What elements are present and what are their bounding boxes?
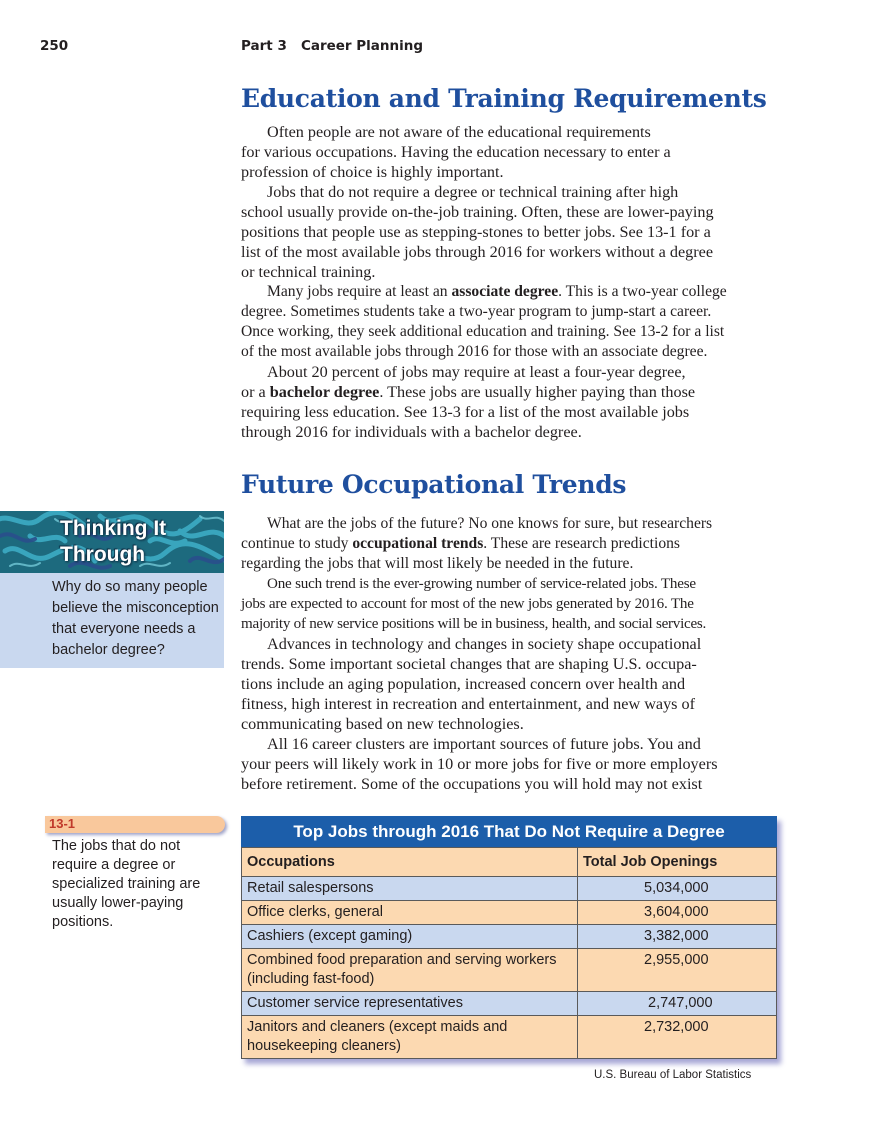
column-header-occupations: Occupations <box>242 848 578 877</box>
table-row <box>242 925 777 949</box>
thinking-title-line-2: Through <box>60 543 146 566</box>
cell-occupation: Cashiers (except gaming) <box>242 925 578 949</box>
cell-openings: 2,747,000 <box>578 992 777 1016</box>
text-line: requiring less education. See 13-3 for a list of the most available jobs <box>241 403 690 421</box>
text-line: school usually provide on-the-job training. Often, these are lower-paying <box>241 203 714 221</box>
cell-openings: 2,955,000 <box>578 949 777 992</box>
table-source: U.S. Bureau of Labor Statistics <box>594 1069 752 1081</box>
text-line: What are the jobs of the future? No one knows for sure, but researchers <box>267 515 713 532</box>
text-line: fitness, high interest in recreation and entertainment, and new ways of <box>241 695 696 713</box>
text-line: tions include an aging population, increased concern over health and <box>241 675 686 693</box>
jobs-table <box>241 847 777 1059</box>
text-line: All 16 career clusters are important sources of future jobs. You and <box>267 735 701 753</box>
table-title: Top Jobs through 2016 That Do Not Require a Degree <box>241 816 777 847</box>
text-line: One such trend is the ever-growing number of service-related jobs. These <box>267 576 696 592</box>
text-fragment: . These jobs are usually higher paying than those <box>379 383 696 401</box>
text-line: or technical training. <box>241 263 376 281</box>
text-line: communicating based on new technologies. <box>241 715 524 733</box>
text-line: Once working, they seek additional education and training. See 13-2 for a list <box>241 323 725 340</box>
section-trends-body <box>241 514 781 794</box>
text-line: Often people are not aware of the educational requirements <box>267 123 651 141</box>
cell-occupation: Retail salespersons <box>242 877 578 901</box>
figure-label: 13-1 <box>49 816 76 831</box>
text-line <box>241 534 781 554</box>
table-row <box>242 1016 777 1059</box>
text-fragment: Many jobs require at least an <box>267 283 452 300</box>
text-line: through 2016 for individuals with a bachelor degree. <box>241 423 582 441</box>
cell-occupation: Office clerks, general <box>242 901 578 925</box>
thinking-it-through-box <box>0 511 224 668</box>
cell-openings: 5,034,000 <box>578 877 777 901</box>
table-header-row <box>242 848 777 877</box>
section-heading-education: Education and Training Requirements <box>241 84 767 113</box>
text-line: majority of new service positions will be in business, health, and social services. <box>241 616 707 632</box>
text-line: positions that people use as stepping-stones to better jobs. See 13-1 for a <box>241 223 711 241</box>
text-line: profession of choice is highly important. <box>241 163 504 181</box>
text-line: of the most available jobs through 2016 for those with an associate degree. <box>241 343 708 360</box>
text-line: list of the most available jobs through 2016 for workers without a degree <box>241 243 714 261</box>
text-line: About 20 percent of jobs may require at least a four-year degree, <box>267 363 686 381</box>
term-bachelor-degree: bachelor degree <box>269 383 380 401</box>
cell-occupation: Customer service representatives <box>242 992 578 1016</box>
text-line: trends. Some important societal changes that are shaping U.S. occupa- <box>241 655 697 673</box>
running-header: Part 3 Career Planning <box>241 38 424 54</box>
figure-label-tab <box>45 816 225 833</box>
text-line: regarding the jobs that will most likely be needed in the future. <box>241 555 634 572</box>
cell-openings: 3,604,000 <box>578 901 777 925</box>
section-heading-trends: Future Occupational Trends <box>241 470 627 499</box>
jobs-table-figure <box>241 816 777 1059</box>
text-fragment: . This is a two-year college <box>558 283 727 300</box>
table-row <box>242 877 777 901</box>
thinking-banner <box>0 511 224 573</box>
table-row <box>242 949 777 992</box>
term-occupational-trends: occupational trends <box>352 535 484 552</box>
page-number: 250 <box>40 38 69 54</box>
section-education-body <box>241 122 781 442</box>
table-row <box>242 992 777 1016</box>
text-line: degree. Sometimes students take a two-year program to jump-start a career. <box>241 303 712 320</box>
text-line: Advances in technology and changes in society shape occupational <box>267 635 702 653</box>
text-fragment: . These are research predictions <box>483 535 681 552</box>
cell-occupation: Combined food preparation and serving workers (including fast-food) <box>242 949 578 992</box>
text-line <box>241 282 781 302</box>
text-line: for various occupations. Having the education necessary to enter a <box>241 143 671 161</box>
figure-caption: The jobs that do not require a degree or specialized training are usually lower-paying positions. <box>52 838 201 930</box>
term-associate-degree: associate degree <box>451 283 559 300</box>
cell-openings: 3,382,000 <box>578 925 777 949</box>
cell-occupation: Janitors and cleaners (except maids and housekeeping cleaners) <box>242 1016 578 1059</box>
table-row <box>242 901 777 925</box>
thinking-title-line-1: Thinking It <box>60 517 167 540</box>
text-line <box>241 382 781 402</box>
text-line: Jobs that do not require a degree or technical training after high <box>267 183 679 201</box>
thinking-question: Why do so many people believe the misconception that everyone needs a bachelor degree? <box>52 579 219 658</box>
text-line: before retirement. Some of the occupations you will hold may not exist <box>241 775 703 793</box>
text-fragment: or a <box>241 383 270 401</box>
text-line: jobs are expected to account for most of the new jobs generated by 2016. The <box>241 596 694 612</box>
thinking-title <box>60 516 166 568</box>
text-line: your peers will likely work in 10 or more jobs for five or more employers <box>241 755 718 773</box>
text-fragment: continue to study <box>241 535 353 552</box>
cell-openings: 2,732,000 <box>578 1016 777 1059</box>
column-header-openings: Total Job Openings <box>578 848 777 877</box>
